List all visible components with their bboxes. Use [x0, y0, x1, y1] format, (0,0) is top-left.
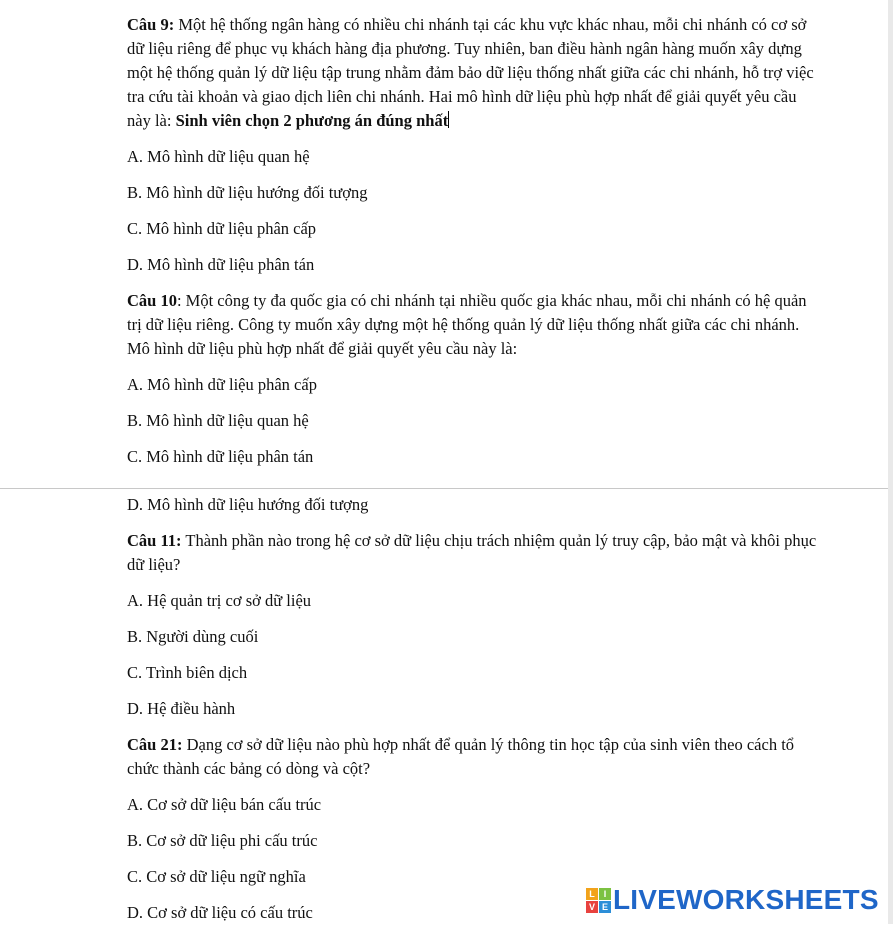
question-11-label: Câu 11: [127, 531, 182, 550]
q11-option-c: C. Trình biên dịch [127, 663, 248, 682]
q9-option-b: B. Mô hình dữ liệu hướng đối tượng [127, 183, 368, 202]
q9-option-d: D. Mô hình dữ liệu phân tán [127, 255, 315, 274]
logo-tile-i: I [599, 888, 611, 900]
q11-option-d: D. Hệ điều hành [127, 699, 236, 718]
q21-option-a: A. Cơ sở dữ liệu bán cấu trúc [127, 795, 322, 814]
q9-option-a: A. Mô hình dữ liệu quan hệ [127, 147, 310, 166]
question-21-label: Câu 21: [127, 735, 183, 754]
q10-option-b: B. Mô hình dữ liệu quan hệ [127, 411, 309, 430]
logo-tile-l: L [586, 888, 598, 900]
question-9-text: Một hệ thống ngân hàng có nhiều chi nhánh tại các khu vực khác nhau, mỗi chi nhánh có cơ sở dữ liệu riêng để phục vụ khách hàng địa phương. Tuy nhiên, ban điều hành ngân hàng muốn xây dựng một hệ thống quản lý dữ liệu tập trung nhằm đảm bảo dữ liệu thống nhất giữa các chi nhánh, hỗ trợ việc tra cứu tài khoản và giao dịch liên chi nhánh. Hai mô hình dữ liệu phù hợp nhất để giải quyết yêu cầu này là: [127, 15, 814, 130]
logo-mark-icon [586, 888, 611, 913]
q11-option-a: A. Hệ quản trị cơ sở dữ liệu [127, 591, 312, 610]
q11-option-b: B. Người dùng cuối [127, 627, 259, 646]
q9-option-c: C. Mô hình dữ liệu phân cấp [127, 219, 317, 238]
question-10-label: Câu 10 [127, 291, 177, 310]
question-21-text: Dạng cơ sở dữ liệu nào phù hợp nhất để quản lý thông tin học tập của sinh viên theo cách tổ chức thành các bảng có dòng và cột? [127, 735, 795, 778]
text-cursor [448, 111, 449, 128]
q10-option-a: A. Mô hình dữ liệu phân cấp [127, 375, 317, 394]
q21-option-c: C. Cơ sở dữ liệu ngữ nghĩa [127, 867, 306, 886]
liveworksheets-logo [586, 884, 879, 916]
q21-option-b: B. Cơ sở dữ liệu phi cấu trúc [127, 831, 318, 850]
question-10-text: : Một công ty đa quốc gia có chi nhánh tại nhiều quốc gia khác nhau, mỗi chi nhánh có hệ quản trị dữ liệu riêng. Công ty muốn xây dựng một hệ thống quản lý dữ liệu thống nhất giữa các chi nhánh. Mô hình dữ liệu phù hợp nhất để giải quyết yêu cầu này là: [127, 291, 807, 358]
question-10 [127, 289, 817, 361]
q10-option-c: C. Mô hình dữ liệu phân tán [127, 447, 314, 466]
question-11-text: Thành phần nào trong hệ cơ sở dữ liệu chịu trách nhiệm quản lý truy cập, bảo mật và khôi phục dữ liệu? [127, 531, 817, 574]
question-9-note: Sinh viên chọn 2 phương án đúng nhất [175, 111, 449, 130]
question-11 [127, 529, 817, 577]
question-21 [127, 733, 817, 781]
logo-tile-e: E [599, 901, 611, 913]
question-9 [127, 13, 817, 133]
document-page-2 [0, 489, 888, 924]
logo-text: LIVEWORKSHEETS [613, 884, 879, 915]
logo-tile-v: V [586, 901, 598, 913]
question-9-label: Câu 9: [127, 15, 175, 34]
q21-option-d: D. Cơ sở dữ liệu có cấu trúc [127, 903, 313, 922]
q10-option-d: D. Mô hình dữ liệu hướng đối tượng [127, 495, 369, 514]
